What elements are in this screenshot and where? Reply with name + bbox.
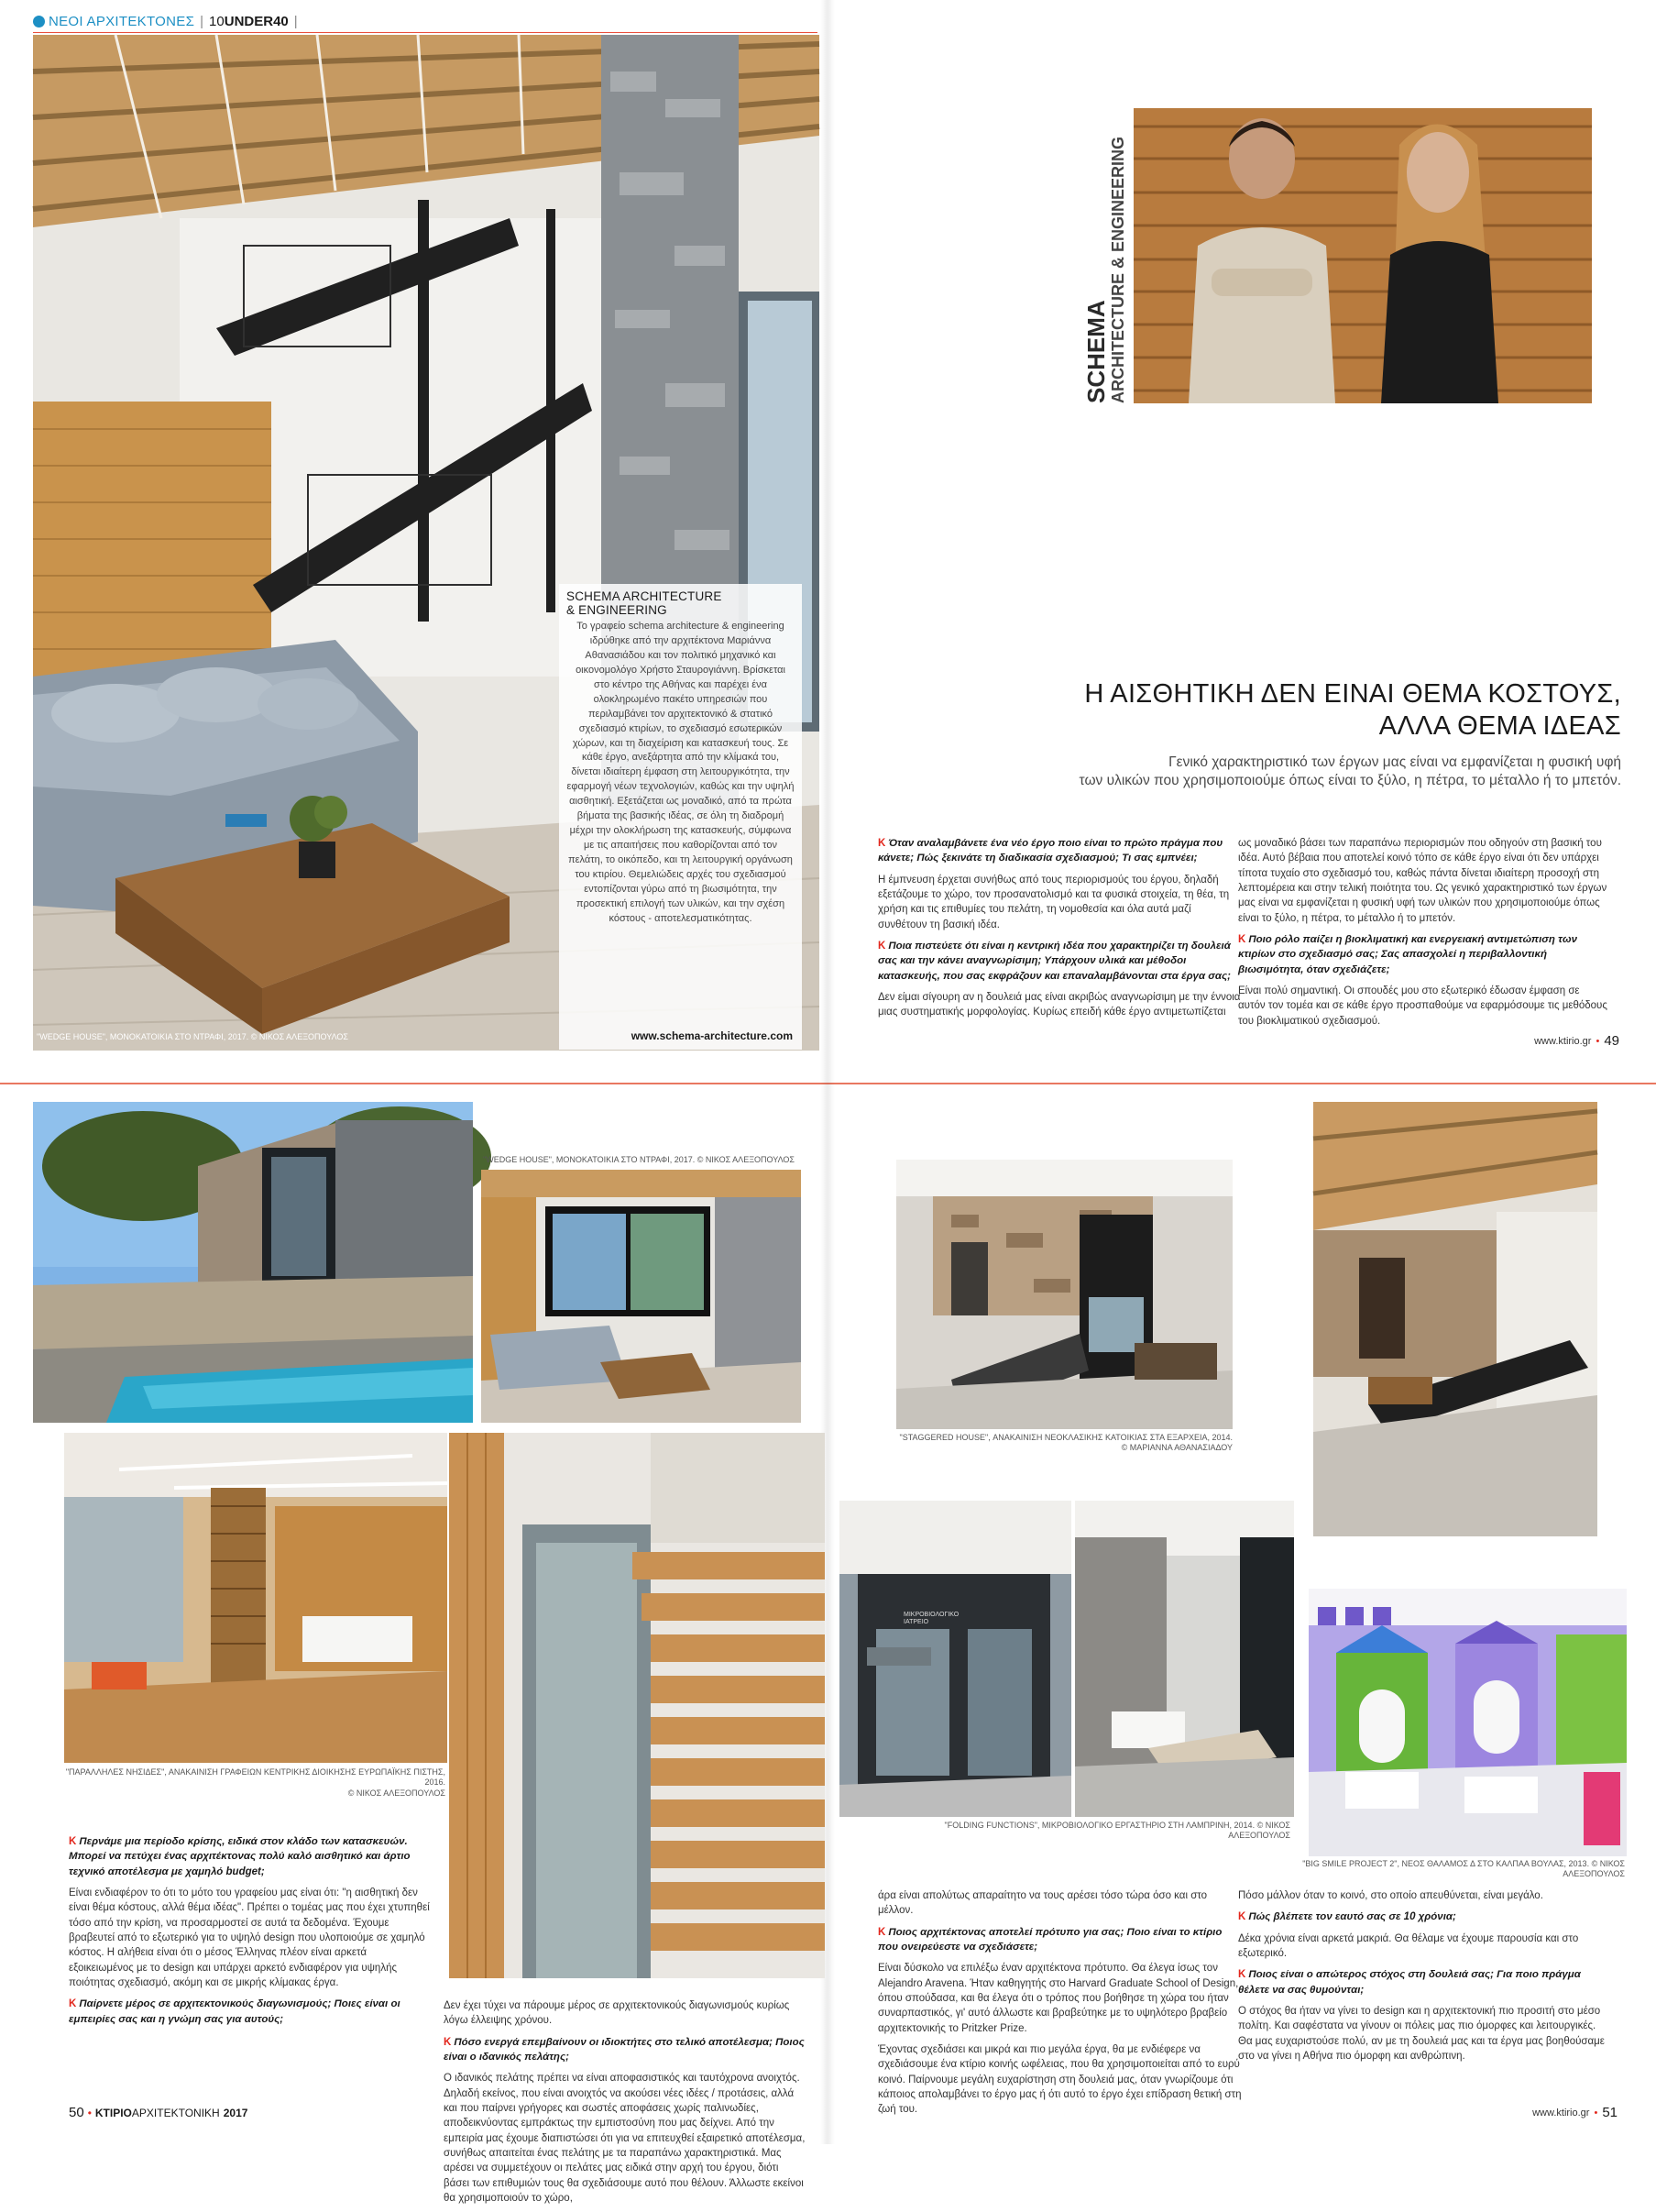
- question: Πόσο ενεργά επεμβαίνουν οι ιδιοκτήτες στο τελικό αποτέλεσμα; Ποιος είναι ο ιδανικός πελάτης;: [444, 2036, 805, 2063]
- answer: Δεν έχει τύχει να πάρουμε μέρος σε αρχιτεκτονικούς διαγωνισμούς κυρίως λόγω έλλειψης χρόνου.: [444, 2000, 790, 2027]
- staggered-house-photo-1: [896, 1160, 1233, 1429]
- main-photo-caption: "WEDGE HOUSE", ΜΟΝΟΚΑΤΟΙΚΙΑ ΣΤΟ ΝΤΡΑΦΙ, 2017. © ΝΙΚΟΣ ΑΛΕΞΟΠΟΥΛΟΣ: [37, 1032, 348, 1041]
- k-marker: Κ: [444, 2036, 452, 2048]
- page-number: 51: [1602, 2105, 1618, 2120]
- page-footer: [1532, 2105, 1618, 2120]
- lab-sign: ΜΙΚΡΟΒΙΟΛΟΓΙΚΟ ΙΑΤΡΕΙΟ: [904, 1612, 960, 1625]
- staggered-caption-line-2: © ΜΑΡΙΑΝΝΑ ΑΘΑΝΑΣΙΑΔΟΥ: [1121, 1443, 1233, 1453]
- wedge-house-living-photo: [481, 1170, 801, 1423]
- box-body: Το γραφείο schema architecture & engineering ιδρύθηκε από την αρχιτέκτονα Μαριάννα Αθανασιάδου και τον πολιτικό μηχανικό και οικονομολόγο Χρήστο Σταυρογιάννη. Βρίσκεται στο κέντρο της Αθήνας και παρέχει ένα ολοκληρωμένο πακέτο υπηρεσιών που περιλαμβάνει τον αρχιτεκτονικό & στατικό σχεδιασμό κτιρίων, το σχεδιασμό εσωτερικών χώρων, και τη διαχείριση και κατασκευή τους. Σε κάθε έργο, ανεξάρτητα από την κλίμακά του, δίνεται ιδιαίτερη έμφαση στη λειτουργικότητα, την εφαρμογή νέων τεχνολογιών, καθώς και την υψηλή αισθητική. Εξετάζεται ως μοναδικό, από τα πρώτα βήματα της βασικής ιδέας, σε όλη τη διαδρομή μέχρι την ολοκλήρωση της κατασκευής, σύμφωνα με τις απαιτήσεις που καθορίζονται από τον πελάτη, το οικόπεδο, και τη λειτουργική οργάνωση του κτιρίου. Θεμελιώδεις αρχές του σχεδιασμού εντοπίζονται γύρω από τη βιωσιμότητα, την προσεκτική επιλογή των υλικών, και την σχέση κόστους - αποτελεσματικότητας.: [566, 621, 795, 924]
- k-marker: Κ: [1238, 1911, 1246, 1923]
- question: Πώς βλέπετε τον εαυτό σας σε 10 χρόνια;: [1248, 1911, 1456, 1923]
- answer: Είναι δύσκολο να επιλέξω έναν αρχιτέκτονα πρότυπο. Θα έλεγα ίσως τον Alejandro Aravena. Ήταν καθηγητής στο Harvard Graduate School of Design, όπου σπούδασα, και θα έλεγα ότι ο τρόπος που βοήθησε τη χώρα του ήταν συναρπαστικός, γι' αυτό άλλωστε και βραβεύτηκε με το υψηλότερο βραβείο αρχιτεκτονικής το Pritzker Prize.: [878, 1963, 1239, 2034]
- k-marker: Κ: [69, 1836, 77, 1847]
- islands-caption: [64, 1767, 445, 1799]
- footer-dot: •: [1596, 1035, 1600, 1047]
- folding-functions-photo-2: [1075, 1501, 1294, 1817]
- interview-col-2: [1238, 1888, 1607, 2070]
- interview-col-1: [878, 1888, 1245, 2124]
- smile-caption: "BIG SMILE PROJECT 2", ΝΕΟΣ ΘΑΛΑΜΟΣ Δ ΣΤΟ ΚΑΛΠΑΑ ΒΟΥΛΑΣ, 2013. © ΝΙΚΟΣ ΑΛΕΞΟΠΟΥΛΟΣ: [1302, 1859, 1625, 1879]
- magazine-name-2: ΑΡΧΙΤΕΚΤΟΝΙΚΗ: [131, 2107, 220, 2119]
- page-footer: [69, 2105, 247, 2120]
- vertical-brand: [1075, 108, 1108, 403]
- footer-url[interactable]: www.ktirio.gr: [1532, 2107, 1590, 2118]
- interview-col-1: [878, 836, 1246, 1027]
- box-url[interactable]: www.schema-architecture.com: [631, 1029, 793, 1042]
- page-number: 50: [69, 2105, 84, 2120]
- section-title: ΝΕΟΙ ΑΡΧΙΤΕΚΤΟΝΕΣ: [49, 13, 195, 29]
- k-marker: Κ: [1238, 933, 1246, 945]
- series-word: UNDER40: [224, 13, 289, 29]
- question: Παίρνετε μέρος σε αρχιτεκτονικούς διαγωνισμούς; Ποιες είναι οι εμπειρίες σας και η γνώμη σας για αυτούς;: [69, 1998, 400, 2025]
- interview-col-2: [444, 1998, 806, 2212]
- k-marker: Κ: [1238, 1969, 1246, 1981]
- header-rule: [33, 32, 817, 33]
- answer: ως μοναδικό βάσει των παραπάνω περιορισμών που οδηγούν στη βασική του ιδέα. Αυτό βέβαια που αποτελεί κοινό τόπο σε κάθε έργο είναι ότι δεν υπάρχει τίποτα τυχαίο στο σχεδιασμό του, καθώς πάντα δίνεται ιδιαίτερη προσοχή στη λεπτομέρεια και στην τελική ποιότητα του. Ως γενικό χαρακτηριστικό των έργων μας είναι να εμφανίζεται η φυσική υφή των υλικών που χρησιμοποιούμε όπως είναι το ξύλο, η πέτρα, το μέταλλο ή το μπετόν.: [1238, 838, 1607, 924]
- page-49: [828, 0, 1656, 1082]
- interview-col-2: [1238, 836, 1608, 1035]
- page-number: 49: [1604, 1033, 1619, 1049]
- headline-line-1: Η ΑΙΣΘΗΤΙΚΗ ΔΕΝ ΕΙΝΑΙ ΘΕΜΑ ΚΟΣΤΟΥΣ,: [1084, 679, 1621, 709]
- islands-caption-line-2: © ΝΙΚΟΣ ΑΛΕΞΟΠΟΥΛΟΣ: [347, 1788, 445, 1798]
- page-50: [0, 1091, 828, 2204]
- header-sep-2: |: [293, 13, 298, 29]
- brand-name: SCHEMA: [1082, 300, 1110, 403]
- k-marker: Κ: [69, 1998, 77, 2010]
- staggered-caption: [896, 1433, 1233, 1454]
- k-marker: Κ: [878, 940, 886, 952]
- folding-caption: "FOLDING FUNCTIONS", ΜΙΚΡΟΒΙΟΛΟΓΙΚΟ ΕΡΓΑΣΤΗΡΙΟ ΣΤΗ ΛΑΜΠΡΙΝΗ, 2014. © ΝΙΚΟΣ ΑΛΕΞΟΠΟΥΛΟΣ: [944, 1821, 1290, 1841]
- office-info-box: [559, 584, 802, 1050]
- vertical-sub: [1107, 108, 1129, 403]
- magazine-name: ΚΤΙΡΙΟ: [94, 2107, 132, 2119]
- lead-paragraph: [870, 754, 1621, 790]
- k-marker: Κ: [878, 1926, 886, 1938]
- answer: άρα είναι απολύτως απαραίτητο να τους αρέσει τόσο τώρα όσο και στο μέλλον.: [878, 1890, 1208, 1917]
- answer: Δεν είμαι σίγουρη αν η δουλειά μας είναι ακριβώς αναγνωρίσιμη με την έννοια μιας συστηματικής μορφολογίας. Κυρίως επειδή κάθε έργο αντιμετωπίζεται: [878, 991, 1241, 1018]
- parallel-islands-photo-2: [449, 1433, 825, 1978]
- footer-dot: •: [1594, 2107, 1598, 2118]
- question: Ποιος αρχιτέκτονας αποτελεί πρότυπο για σας; Ποιο είναι το κτίριο που ονειρεύεστε να σχεδιάσετε;: [878, 1926, 1223, 1953]
- k-marker: Κ: [878, 838, 886, 849]
- question: Ποιο ρόλο παίζει η βιοκλιματική και ενεργειακή αντιμετώπιση των κτιρίων στο σχεδιασμό σας; Σας απασχολεί η περιβαλλοντική βιωσιμότητα, όταν σχεδιάζετε;: [1238, 933, 1577, 975]
- big-smile-project-photo: [1309, 1589, 1627, 1856]
- question: Περνάμε μια περίοδο κρίσης, ειδικά στον κλάδο των κατασκευών. Μπορεί να πετύχει ένας αρχιτέκτονας πολύ καλό αισθητικό και άρτιο τεχνικό αποτέλεσμα με χαμηλό budget;: [69, 1836, 411, 1877]
- answer: Ο στόχος θα ήταν να γίνει το design και η αρχιτεκτονική πιο προσιτή στο μέσο πολίτη. Και σαφέστατα να γίνουν οι πόλεις μας πιο όμορφες και λειτουργικές. Θα μας ευχαριστούσε πολύ, αν με τη δουλειά μας και τα έργα μας βοηθούσαμε στο να γίνει η Αθήνα πιο όμορφη και ανθρώπινη.: [1238, 2005, 1605, 2062]
- page-footer: [1534, 1033, 1619, 1049]
- wedge-caption: "WEDGE HOUSE", ΜΟΝΟΚΑΤΟΙΚΙΑ ΣΤΟ ΝΤΡΑΦΙ, 2017. © ΝΙΚΟΣ ΑΛΕΞΟΠΟΥΛΟΣ: [483, 1155, 795, 1164]
- founders-portrait-photo: [1134, 108, 1592, 403]
- question: Ποια πιστεύετε ότι είναι η κεντρική ιδέα που χαρακτηρίζει τη δουλειά σας και την κάνει αναγνωρίσιμη; Υπάρχουν υλικά και μέθοδοι κατασκευής, που σας εκφράζουν και επαναλαμβάνονται στα έργα σας;: [878, 940, 1231, 982]
- section-header: [33, 11, 298, 31]
- brand-sub: ARCHITECTURE & ENGINEERING: [1109, 136, 1127, 403]
- question: Όταν αναλαμβάνετε ένα νέο έργο ποιο είναι το πρώτο πράγμα που κάνετε; Πώς ξεκινάτε τη διαδικασία σχεδιασμού; Τι σας εμπνέει;: [878, 838, 1223, 864]
- footer-url[interactable]: www.ktirio.gr: [1534, 1035, 1592, 1047]
- islands-caption-line-1: "ΠΑΡΑΛΛΗΛΕΣ ΝΗΣΙΔΕΣ", ΑΝΑΚΑΙΝΙΣΗ ΓΡΑΦΕΙΩΝ ΚΕΝΤΡΙΚΗΣ ΔΙΟΙΚΗΣΗΣ ΕΥΡΩΠΑΪΚΗΣ ΠΙΣΤΗΣ, 2016.: [65, 1767, 445, 1788]
- answer: Ο ιδανικός πελάτης πρέπει να είναι αποφασιστικός και ταυτόχρονα ανοιχτός. Δηλαδή εκείνος, που είναι ανοιχτός να ακούσει νέες ιδέες / προτάσεις, αλλά και που παίρνει γρήγορες και σωστές αποφάσεις χωρίς παλινωδίες, αποδεικνύοντας εμπράκτως την εμπιστοσύνη που μας δείχνει. Από την εμπειρία μας έχουμε διαπιστώσει ότι για να επιτευχθεί εξαιρετικό αποτέλεσμα, συνήθως απαιτείται ένας πελάτης με τα παραπάνω χαρακτηριστικά. Μας αρέσει να συμμετέχουν οι πελάτες μας ειδικά στην αρχή του έργου, διότι βάσει των επιθυμιών τους θα σχεδιάσουμε αυτό που θέλουν. Άλλωστε εκείνοι θα χρησιμοποιούν το χώρο,: [444, 2073, 806, 2204]
- box-title-line-2: & ENGINEERING: [566, 603, 667, 617]
- magazine-year: 2017: [223, 2107, 248, 2119]
- headline: [888, 678, 1621, 743]
- parallel-islands-photo-1: [64, 1433, 447, 1763]
- answer: Είναι ενδιαφέρον το ότι το μότο του γραφείου μας είναι ότι: "η αισθητική δεν είναι θέμα κόστους, αλλά θέμα ιδέας". Πρέπει ο τομέας μας που έχει χτυπηθεί τόσο από την κρίση, να προσαρμοστεί σε αυτά τα δεδομένα. Έχουμε βραβευτεί από το εξωτερικό για το υψηλό design που υλοποιούμε σε χαμηλό κόστος. Η αλήθεια είναι ότι ο μέσος Έλληνας πλέον είναι αρκετά εξοικειωμένος με το design και υπάρχει αρκετό ενδιαφέρον για υψηλής ποιότητας σχεδιασμό, ακόμη και σε μικρής κλίμακας έργα.: [69, 1887, 430, 1988]
- bullet-icon: [33, 16, 45, 28]
- answer: Δέκα χρόνια είναι αρκετά μακριά. Θα θέλαμε να έχουμε παρουσία και στο εξωτερικό.: [1238, 1932, 1579, 1959]
- staggered-house-photo-2: [1313, 1102, 1597, 1536]
- lead-line-2: των υλικών που χρησιμοποιούμε όπως είναι το ξύλο, η πέτρα, το μέταλλο ή το μπετόν.: [1079, 773, 1621, 789]
- page-48: [0, 0, 828, 1082]
- answer: Είναι πολύ σημαντική. Οι σπουδές μου στο εξωτερικό έδωσαν έμφαση σε αυτόν τον τομέα και σε κάθε έργο προσπαθούμε να εφαρμόσουμε τις μεθόδους του βιοκλιματικού σχεδιασμού.: [1238, 985, 1607, 1027]
- header-sep: |: [200, 13, 204, 29]
- lead-line-1: Γενικό χαρακτηριστικό των έργων μας είναι να εμφανίζεται η φυσική υφή: [1168, 754, 1621, 770]
- headline-line-2: ΑΛΛΑ ΘΕΜΑ ΙΔΕΑΣ: [1378, 710, 1621, 741]
- answer: Η έμπνευση έρχεται συνήθως από τους περιορισμούς του έργου, δηλαδή εξετάζουμε το χώρο, τον προσανατολισμό και τα φυσικά στοιχεία, τη θέα, τη χρήση και τις επιθυμίες του πελάτη, τη νομοθεσία και όλα αυτά μαζί συνθέτουν τη βασική ιδέα.: [878, 874, 1230, 930]
- page-51: [828, 1091, 1656, 2144]
- answer: Έχοντας σχεδιάσει και μικρά και πιο μεγάλα έργα, θα με ενδιέφερε να σχεδιάσουμε ένα κτίριο κοινής ωφέλειας, που θα χρησιμοποιείται από το ευρύ κοινό. Παίρνουμε μεγάλη ευχαρίστηση στη δουλειά μας, όταν γνωρίζουμε ότι κάποιος απολαμβάνει το έργο μας ή ότι αυτό το έργο έχει επίδραση θετική στη ζωή του.: [878, 2043, 1242, 2116]
- footer-dot: •: [87, 2107, 92, 2119]
- folding-functions-photo-1: [839, 1501, 1071, 1817]
- staggered-caption-line-1: "STAGGERED HOUSE", ΑΝΑΚΑΙΝΙΣΗ ΝΕΟΚΛΑΣΙΚΗΣ ΚΑΤΟΙΚΙΑΣ ΣΤΑ ΕΞΑΡΧΕΙΑ, 2014.: [899, 1433, 1233, 1442]
- series-num: 10: [209, 13, 225, 29]
- box-title-line-1: SCHEMA ARCHITECTURE: [566, 589, 722, 603]
- interview-col-1: [69, 1834, 431, 2033]
- question: Ποιος είναι ο απώτερος στόχος στη δουλειά σας; Για ποιο πράγμα θέλετε να σας θυμούνται;: [1238, 1969, 1581, 1996]
- answer: Πόσο μάλλον όταν το κοινό, στο οποίο απευθύνεται, είναι μεγάλο.: [1238, 1890, 1543, 1901]
- wedge-house-exterior-photo: [33, 1102, 473, 1423]
